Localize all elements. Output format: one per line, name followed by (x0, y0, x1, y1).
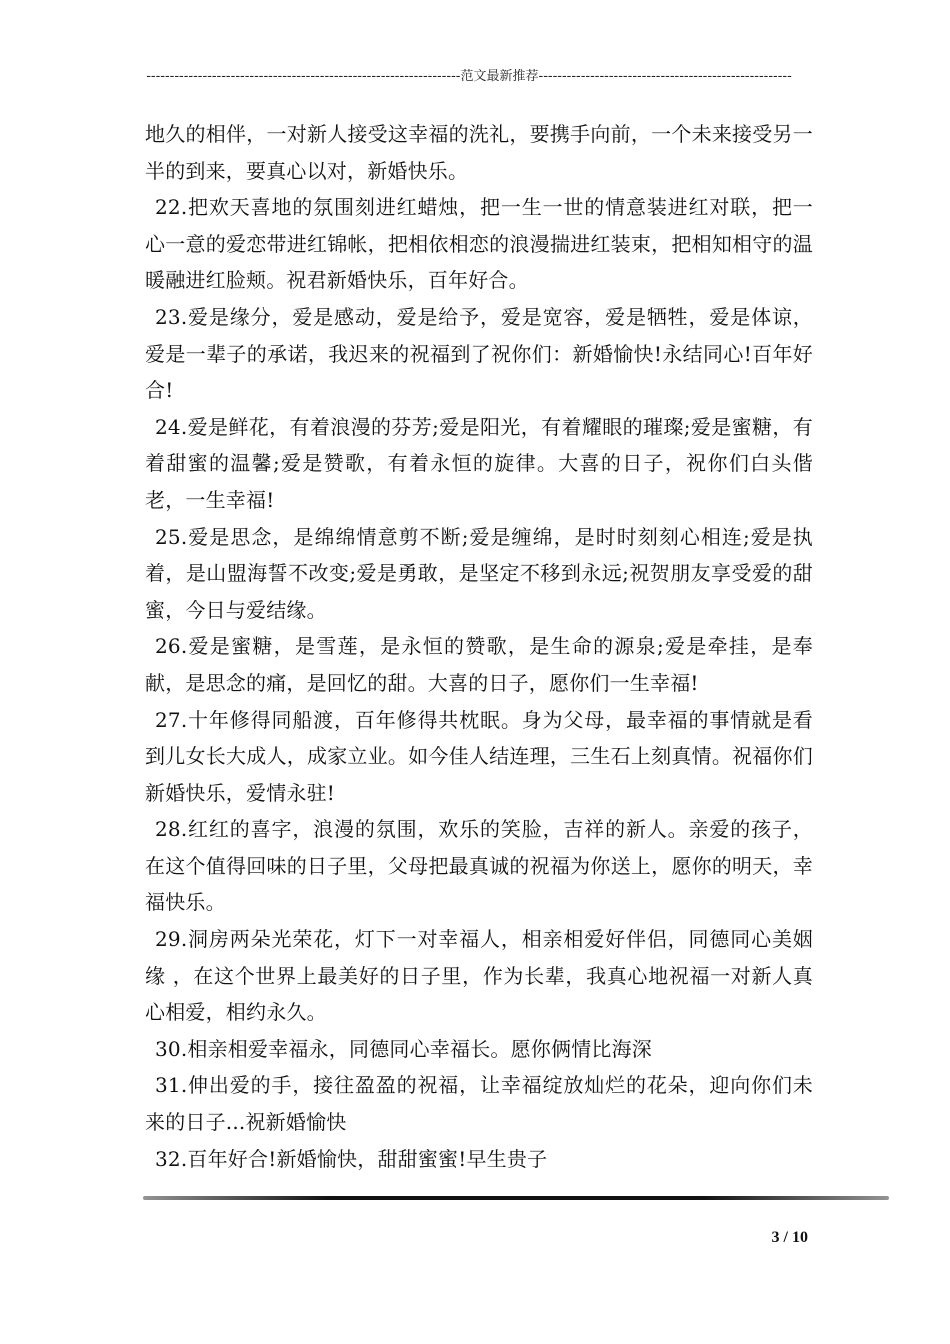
list-item: 32.百年好合!新婚愉快，甜甜蜜蜜!早生贵子 (155, 1146, 548, 1171)
header-dashes-left: ------------------------------------------------------------------- (146, 69, 461, 84)
list-item: 27.十年修得同船渡，百年修得共枕眠。身为父母，最幸福的事情就是看到儿女长大成人，成家立业。如今佳人结连理，三生石上刻真情。祝福你们新婚快乐，爱情永驻! (145, 707, 813, 805)
list-item: 26.爱是蜜糖，是雪莲，是永恒的赞歌，是生命的源泉;爱是牵挂，是奉献，是思念的痛，是回忆的甜。大喜的日子，愿你们一生幸福! (145, 634, 813, 695)
header-title: 范文最新推荐 (460, 69, 539, 84)
list-item: 31.伸出爱的手，接往盈盈的祝福，让幸福绽放灿烂的花朵，迎向你们未来的日子...祝新婚愉快 (145, 1073, 813, 1135)
list-item: 29.洞房两朵光荣花，灯下一对幸福人，相亲相爱好伴侣，同德同心美姻缘 ，在这个世界上最美好的日子里，作为长辈，我真心地祝福一对新人真心相爱，相约永久。 (145, 927, 813, 1025)
header-dashes-right: ------------------------------------------------------ (538, 69, 792, 84)
page-number: 3 / 10 (771, 1229, 808, 1246)
list-item: 25.爱是思念，是绵绵情意剪不断;爱是缠绵，是时时刻刻心相连;爱是执着，是山盟海誓不改变;爱是勇敢，是坚定不移到永远;祝贺朋友享受爱的甜蜜，今日与爱结缘。 (145, 524, 813, 622)
list-item: 28.红红的喜字，浪漫的氛围，欢乐的笑脸，吉祥的新人。亲爱的孩子，在这个值得回味的日子里，父母把最真诚的祝福为你送上，愿你的明天，幸福快乐。 (145, 817, 813, 915)
list-item: 22.把欢天喜地的氛围刻进红蜡烛，把一生一世的情意装进红对联，把一心一意的爱恋带进红锦帐，把相依相恋的浪漫揣进红装束，把相知相守的温暖融进红脸颊。祝君新婚快乐，百年好合。 (145, 195, 813, 293)
list-item: 23.爱是缘分，爱是感动，爱是给予，爱是宽容，爱是牺牲，爱是体谅，爱是一辈子的承诺，我迟来的祝福到了祝你们：新婚愉快!永结同心!百年好合! (145, 304, 813, 403)
list-item: 24.爱是鲜花，有着浪漫的芬芳;爱是阳光，有着耀眼的璀璨;爱是蜜糖，有着甜蜜的温馨;爱是赞歌，有着永恒的旋律。大喜的日子，祝你们白头偕老，一生幸福! (145, 414, 813, 512)
footer-divider (143, 1196, 889, 1200)
document-body (145, 116, 813, 1177)
page-header (145, 68, 793, 86)
paragraph: 地久的相伴，一对新人接受这幸福的洗礼，要携手向前，一个未来接受另一半的到来，要真心以对，新婚快乐。 (145, 122, 813, 183)
list-item: 30.相亲相爱幸福永，同德同心幸福长。愿你俩情比海深 (155, 1036, 653, 1061)
